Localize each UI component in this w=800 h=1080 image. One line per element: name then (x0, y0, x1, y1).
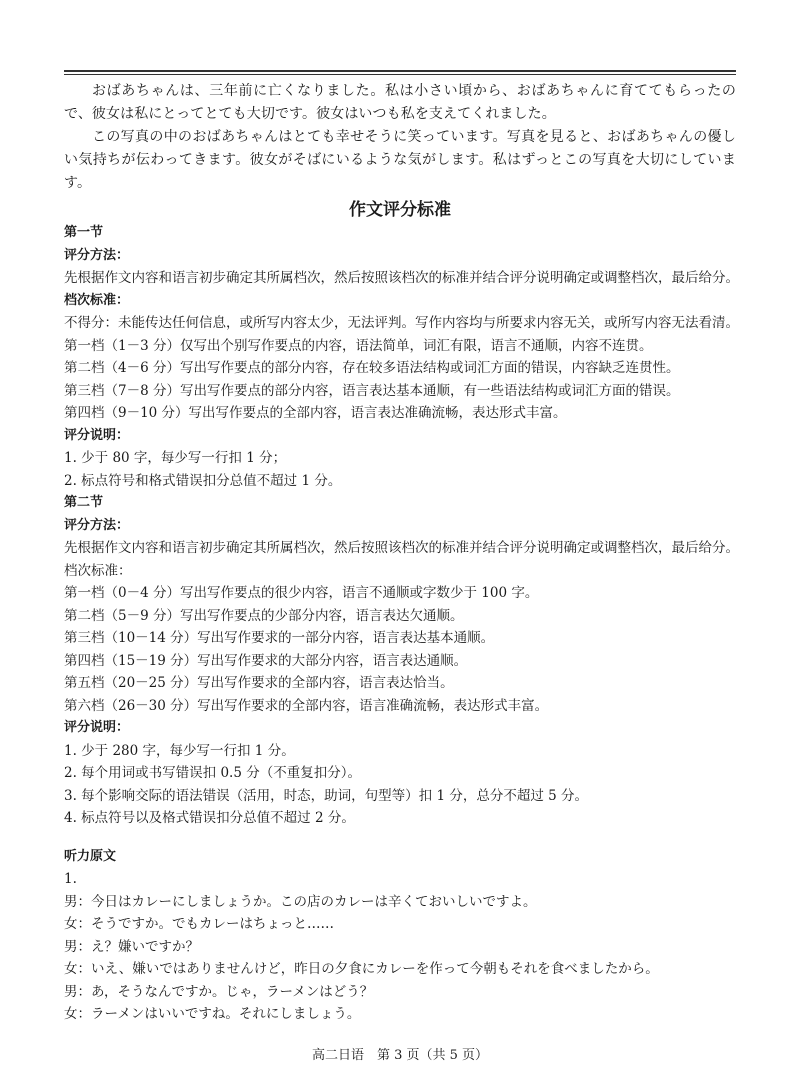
section2-note: 1. 少于 280 字，每少写一行扣 1 分。 (64, 742, 295, 759)
section1-level: 不得分：未能传达任何信息，或所写内容太少，无法评判。写作内容均与所要求内容无关，或所写内容无法看清。 (64, 315, 739, 331)
model-essay (64, 80, 736, 195)
section1-level: 第三档（7－8 分）写出写作要点的部分内容，语言表达基本通顺，有一些语法结构或词汇方面的错误。 (64, 382, 680, 399)
dialogue-line: 男：え？嫌いですか？ (64, 938, 199, 955)
listening-number: 1. (64, 871, 77, 887)
section1-level: 第一档（1－3 分）仅写出个别写作要点的内容，语法简单，词汇有限，语言不通顺，内容不连贯。 (64, 337, 653, 354)
top-rule-thin (64, 74, 736, 75)
page-footer: 高二日语 第 3 页（共 5 页） (311, 1048, 489, 1063)
section2-heading: 第二节 (64, 495, 104, 510)
section2-note: 3. 每个影响交际的语法错误（活用，时态，助词，句型等）扣 1 分，总分不超过 5 分。 (64, 787, 589, 804)
section1-level: 第四档（9－10 分）写出写作要点的全部内容，语言表达准确流畅，表达形式丰富。 (64, 405, 567, 421)
section2-method-label: 评分方法： (64, 517, 130, 533)
dialogue-line: 女：ラーメンはいいですね。それにしましょう。 (64, 1006, 361, 1022)
section2-note: 2. 每个用词或书写错误扣 0.5 分（不重复扣分）。 (64, 765, 361, 781)
section1-note: 1. 少于 80 字，每少写一行扣 1 分； (64, 450, 287, 466)
section2-level: 第三档（10－14 分）写出写作要求的一部分内容，语言表达基本通顺。 (64, 630, 495, 646)
section1-levels-label: 档次标准： (64, 292, 130, 308)
section2-method-text: 先根据作文内容和语言初步确定其所属档次，然后按照该档次的标准并结合评分说明确定或调整档次，最后给分。 (64, 540, 739, 556)
section2-level: 第六档（26－30 分）写出写作要求的全部内容，语言准确流畅，表达形式丰富。 (64, 697, 549, 714)
essay-paragraph: おばあちゃんは、三年前に亡くなりました。私は小さい頃から、おばあちゃんに育ててもらったので、彼女は私にとってとても大切です。彼女はいつも私を支えてくれました。 (64, 83, 736, 122)
section1-note: 2. 标点符号和格式错误扣分总值不超过 1 分。 (64, 472, 342, 489)
dialogue-line: 男：あ，そうなんですか。じゃ，ラーメンはどう？ (64, 983, 374, 1000)
dialogue-line: 女：そうですか。でもカレーはちょっと…… (64, 916, 334, 932)
section-gap (64, 830, 744, 846)
top-rule (64, 70, 736, 72)
section1-level: 第二档（4－6 分）写出写作要点的部分内容，存在较多语法结构或词汇方面的错误，内容缺乏连贯性。 (64, 360, 680, 376)
section2-notes-label: 评分说明： (64, 720, 130, 735)
listening-heading: 听力原文 (64, 848, 117, 864)
section1-heading: 第一节 (64, 225, 104, 240)
dialogue-line: 男：今日はカレーにしましょうか。この店のカレーは辛くておいしいですよ。 (64, 893, 537, 910)
section1-method-text: 先根据作文内容和语言初步确定其所属档次，然后按照该档次的标准并结合评分说明确定或调整档次，最后给分。 (64, 270, 739, 286)
rubric-title: 作文评分标准 (349, 200, 451, 220)
section1-notes-label: 评分说明： (64, 427, 130, 443)
dialogue-line: 女：いえ、嫌いではありませんけど，昨日の夕食にカレーを作って今朝もそれを食べましたから。 (64, 961, 659, 977)
essay-paragraph: この写真の中のおばあちゃんはとても幸せそうに笑っています。写真を見ると、おばあちゃんの優しい気持ちが伝わってきます。彼女がそばにいるような気がします。私はずっとこの写真を大切にしています。 (64, 129, 736, 191)
section2-note: 4. 标点符号以及格式错误扣分总值不超过 2 分。 (64, 810, 355, 826)
section2-levels-label: 档次标准： (64, 562, 132, 579)
rubric-content (64, 222, 744, 1026)
section2-level: 第一档（0－4 分）写出写作要点的很少内容，语言不通顺或字数少于 100 字。 (64, 585, 539, 601)
section1-method-label: 评分方法： (64, 247, 130, 263)
section2-level: 第五档（20－25 分）写出写作要求的全部内容，语言表达恰当。 (64, 675, 454, 691)
section2-level: 第四档（15－19 分）写出写作要求的大部分内容，语言表达通顺。 (64, 652, 468, 669)
section2-level: 第二档（5－9 分）写出写作要点的少部分内容，语言表达欠通顺。 (64, 607, 464, 624)
